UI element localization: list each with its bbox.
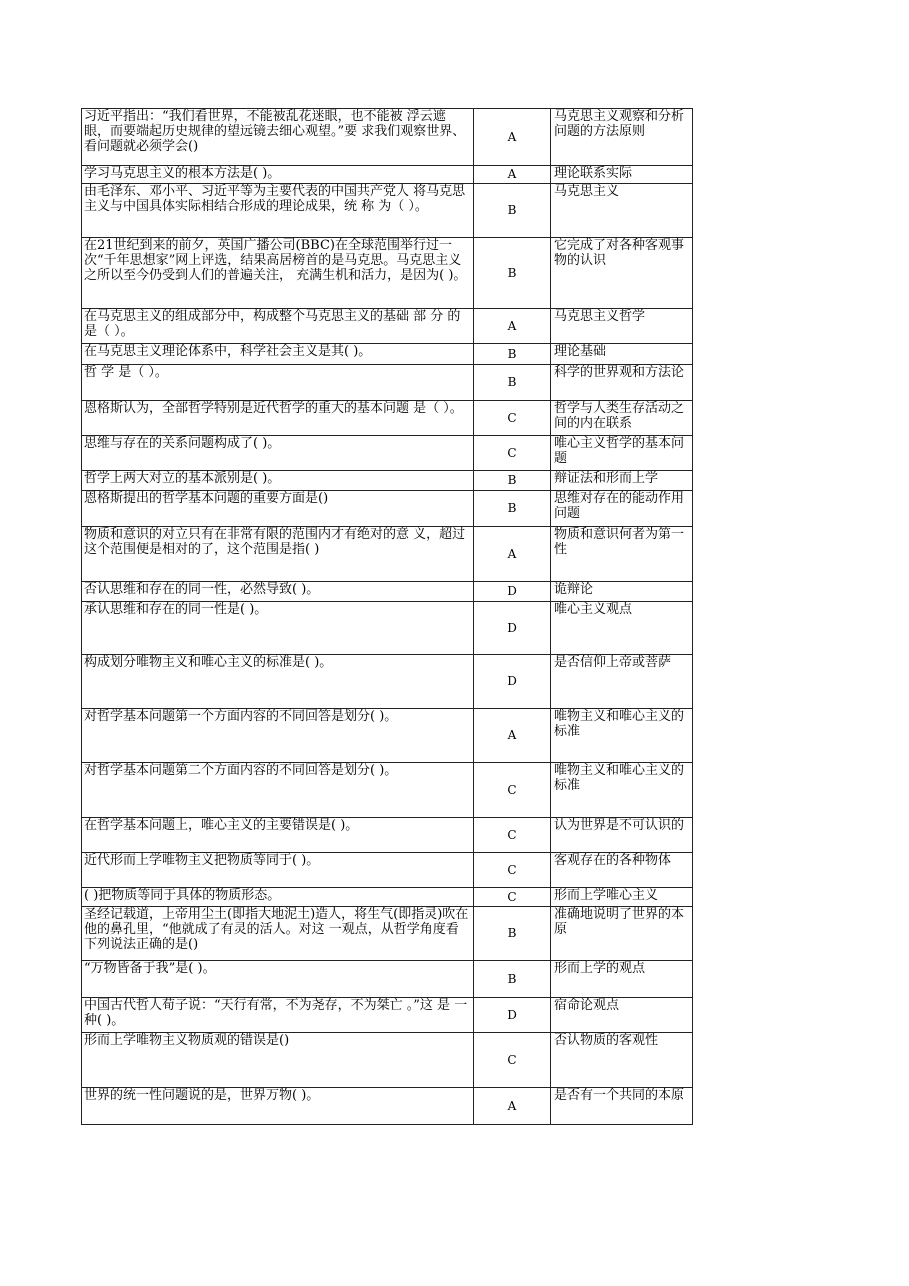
option-cell: 否认物质的客观性 (551, 1033, 693, 1088)
answer-cell: C (474, 853, 551, 888)
answer-cell: B (474, 365, 551, 401)
answer-cell: C (474, 1033, 551, 1088)
question-cell: 思维与存在的关系问题构成了( )。 (82, 436, 474, 471)
question-cell: 在21世纪到来的前夕，英国广播公司(BBC)在全球范围举行过一次“千年思想家”网上评选，结果高居榜首的是马克思。马克思主义之所以至今仍受到人们的普遍关注， 充满生机和活力，是因为( )。 (82, 238, 474, 309)
answer-cell: A (474, 1088, 551, 1125)
answer-cell: D (474, 655, 551, 709)
option-cell: 唯物主义和唯心主义的标准 (551, 709, 693, 763)
answer-cell: A (474, 309, 551, 344)
option-cell: 物质和意识何者为第一性 (551, 527, 693, 582)
option-cell: 是否有一个共同的本原 (551, 1088, 693, 1125)
answer-cell: C (474, 436, 551, 471)
question-cell: 世界的统一性问题说的是，世界万物( )。 (82, 1088, 474, 1125)
table-row (82, 582, 693, 602)
question-cell: 习近平指出：“我们看世界，不能被乱花迷眼，也不能被 浮云遮眼，而要端起历史规律的望远镜去细心观望。”要 求我们观察世界、看问题就必须学会() (82, 109, 474, 166)
question-cell: 在哲学基本问题上，唯心主义的主要错误是( )。 (82, 818, 474, 853)
answer-cell: D (474, 602, 551, 655)
table-row (82, 853, 693, 888)
table-row (82, 888, 693, 907)
option-cell: 理论基础 (551, 344, 693, 365)
answer-cell: D (474, 582, 551, 602)
table-row (82, 471, 693, 491)
answer-cell: C (474, 818, 551, 853)
option-cell: 马克思主义哲学 (551, 309, 693, 344)
table-row (82, 1033, 693, 1088)
option-cell: 准确地说明了世界的本原 (551, 907, 693, 961)
answer-cell: A (474, 527, 551, 582)
question-cell: ( )把物质等同于具体的物质形态。 (82, 888, 474, 907)
answer-cell: B (474, 907, 551, 961)
table-row (82, 998, 693, 1033)
question-cell: 学习马克思主义的根本方法是( )。 (82, 166, 474, 184)
question-cell: 否认思维和存在的同一性，必然导致( )。 (82, 582, 474, 602)
question-cell: “万物皆备于我”是( )。 (82, 961, 474, 998)
answer-cell: B (474, 344, 551, 365)
answer-cell: C (474, 763, 551, 818)
table-row (82, 709, 693, 763)
question-cell: 构成划分唯物主义和唯心主义的标准是( )。 (82, 655, 474, 709)
table-row (82, 238, 693, 309)
table-row (82, 763, 693, 818)
option-cell: 唯心主义观点 (551, 602, 693, 655)
question-cell: 恩格斯提出的哲学基本问题的重要方面是() (82, 491, 474, 527)
question-cell: 物质和意识的对立只有在非常有限的范围内才有绝对的意 义，超过这个范围便是相对的了，这个范围是指( ) (82, 527, 474, 582)
option-cell: 是否信仰上帝或菩萨 (551, 655, 693, 709)
table-row (82, 365, 693, 401)
option-cell: 诡辩论 (551, 582, 693, 602)
option-cell: 宿命论观点 (551, 998, 693, 1033)
table-row (82, 602, 693, 655)
question-cell: 哲学上两大对立的基本派别是( )。 (82, 471, 474, 491)
answer-cell: A (474, 709, 551, 763)
question-cell: 对哲学基本问题第二个方面内容的不同回答是划分( )。 (82, 763, 474, 818)
table-row (82, 401, 693, 436)
option-cell: 马克思主义 (551, 184, 693, 238)
question-cell: 中国古代哲人荀子说：“天行有常，不为尧存，不为桀亡 。”这 是 一 种( )。 (82, 998, 474, 1033)
question-sheet (81, 108, 692, 1125)
option-cell: 哲学与人类生存活动之间的内在联系 (551, 401, 693, 436)
answer-cell: B (474, 491, 551, 527)
table-row (82, 436, 693, 471)
option-cell: 科学的世界观和方法论 (551, 365, 693, 401)
question-cell: 承认思维和存在的同一性是( )。 (82, 602, 474, 655)
option-cell: 它完成了对各种客观事物的认识 (551, 238, 693, 309)
option-cell: 马克思主义观察和分析问题的方法原则 (551, 109, 693, 166)
question-cell: 恩格斯认为，全部哲学特别是近代哲学的重大的基本问题 是（ ）。 (82, 401, 474, 436)
table-row (82, 309, 693, 344)
question-cell: 哲 学 是（ ）。 (82, 365, 474, 401)
table-row (82, 109, 693, 166)
option-cell: 认为世界是不可认识的 (551, 818, 693, 853)
answer-cell: D (474, 998, 551, 1033)
answer-cell: C (474, 401, 551, 436)
question-cell: 在马克思主义理论体系中，科学社会主义是其( )。 (82, 344, 474, 365)
question-cell: 在马克思主义的组成部分中，构成整个马克思主义的基础 部 分 的 是（ ）。 (82, 309, 474, 344)
option-cell: 形而上学唯心主义 (551, 888, 693, 907)
question-cell: 对哲学基本问题第一个方面内容的不同回答是划分( )。 (82, 709, 474, 763)
option-cell: 唯心主义哲学的基本问题 (551, 436, 693, 471)
table-row (82, 961, 693, 998)
answer-cell: B (474, 471, 551, 491)
answer-cell: B (474, 184, 551, 238)
answer-cell: B (474, 238, 551, 309)
option-cell: 客观存在的各种物体 (551, 853, 693, 888)
question-table-body (82, 109, 693, 1125)
option-cell: 思维对存在的能动作用问题 (551, 491, 693, 527)
answer-cell: A (474, 166, 551, 184)
option-cell: 唯物主义和唯心主义的标准 (551, 763, 693, 818)
table-row (82, 1088, 693, 1125)
option-cell: 形而上学的观点 (551, 961, 693, 998)
table-row (82, 527, 693, 582)
option-cell: 理论联系实际 (551, 166, 693, 184)
answer-cell: A (474, 109, 551, 166)
table-row (82, 491, 693, 527)
table-row (82, 907, 693, 961)
question-cell: 形而上学唯物主义物质观的错误是() (82, 1033, 474, 1088)
table-row (82, 166, 693, 184)
question-cell: 由毛泽东、邓小平、习近平等为主要代表的中国共产党人 将马克思主义与中国具体实际相结合形成的理论成果，统 称 为（ ）。 (82, 184, 474, 238)
question-table (81, 108, 693, 1125)
table-row (82, 344, 693, 365)
table-row (82, 818, 693, 853)
question-cell: 圣经记载道，上帝用尘土(即指大地泥土)造人，将生气(即指灵)吹在他的鼻孔里，“他就成了有灵的活人。对这 一观点，从哲学角度看下列说法正确的是() (82, 907, 474, 961)
answer-cell: B (474, 961, 551, 998)
answer-cell: C (474, 888, 551, 907)
table-row (82, 184, 693, 238)
table-row (82, 655, 693, 709)
question-cell: 近代形而上学唯物主义把物质等同于( )。 (82, 853, 474, 888)
option-cell: 辩证法和形而上学 (551, 471, 693, 491)
